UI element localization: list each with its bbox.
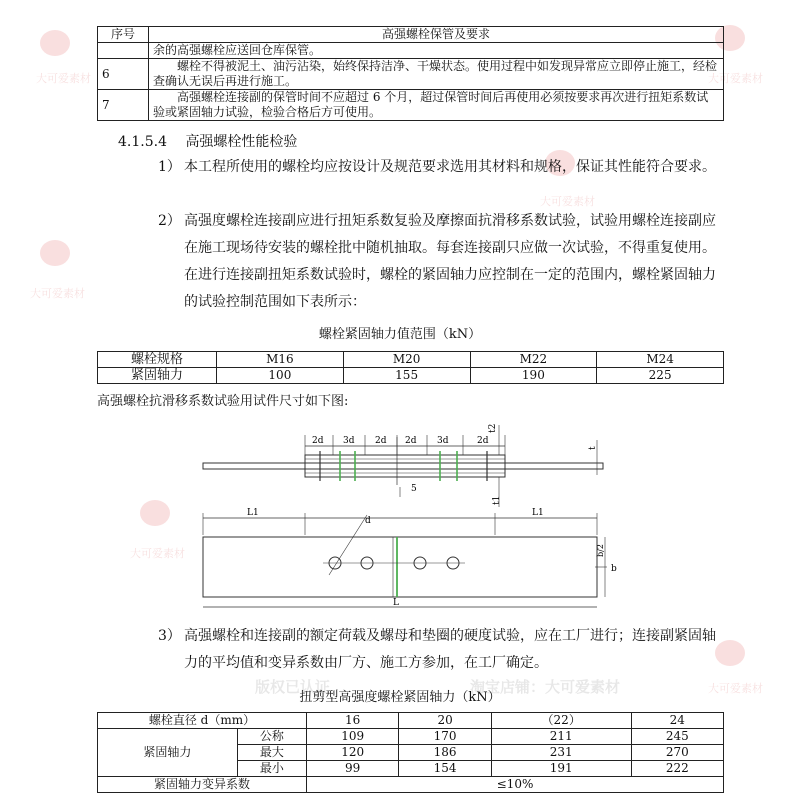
table-cell: 99 <box>307 761 399 777</box>
section-heading <box>118 131 297 151</box>
row-text: 余的高强螺栓应送回仓库保管。 <box>149 43 724 59</box>
table-cell: 190 <box>470 368 597 384</box>
item-text: 本工程所使用的螺栓均应按设计及规范要求选用其材料和规格，保证其性能符合要求。 <box>184 159 716 175</box>
row-label: 最小 <box>237 761 306 777</box>
splice-plates-side <box>305 455 505 477</box>
dim-label: 3d <box>343 436 355 446</box>
table-cell: 270 <box>631 745 723 761</box>
dim-label: t1 <box>492 495 502 505</box>
table-row <box>98 777 724 793</box>
row-number: 6 <box>98 59 149 90</box>
row-text: 螺栓不得被泥土、油污沾染，始终保持洁净、干燥状态。使用过程中如发现异常应立即停止施工，经检查确认无误后再进行施工。 <box>149 59 724 90</box>
row-label: 紧固轴力 <box>98 368 217 384</box>
watermark-text: 大可爱素材 <box>708 682 763 695</box>
header-cell: 24 <box>631 713 723 729</box>
figure-caption: 高强螺栓抗滑移系数试验用试件尺寸如下图: <box>97 394 349 409</box>
table-cell: 154 <box>399 761 491 777</box>
table-cell: 225 <box>597 368 724 384</box>
header-cell: 螺栓规格 <box>98 352 217 368</box>
fastening-force-table <box>97 351 724 384</box>
header-cell: （22） <box>491 713 631 729</box>
table-cell: ≤10% <box>307 777 724 793</box>
header-cell: 螺栓直径 d（mm） <box>98 713 307 729</box>
dim-label: L <box>393 598 399 608</box>
dim-label: 2d <box>375 436 387 446</box>
item-number: 1） <box>158 159 181 175</box>
header-cell: 16 <box>307 713 399 729</box>
table-row <box>98 729 724 745</box>
section-title: 高强螺栓性能检验 <box>185 134 298 150</box>
group-label: 紧固轴力 <box>98 729 238 777</box>
table-header-row <box>98 352 724 368</box>
header-cell: 高强螺栓保管及要求 <box>149 27 724 43</box>
item-text: 高强螺栓和连接副的额定荷载及螺母和垫圈的硬度试验，应在工厂进行；连接副紧固轴力的平均值和变异系数由厂方、施工方参加，在工厂确定。 <box>184 628 716 671</box>
table-cell: 155 <box>343 368 470 384</box>
item-text: 高强度螺栓连接副应进行扭矩系数复验及摩擦面抗滑移系数试验，试验用螺栓连接副应在施工现场待安装的螺栓批中随机抽取。每套连接副只应做一次试验，不得重复使用。在进行连接副扭矩系数试验时，螺栓的紧固轴力应控制在一定的范围内，螺栓紧固轴力的试验控制范围如下表所示： <box>184 213 716 310</box>
center-plate-side <box>203 463 603 469</box>
dim-label: 2d <box>477 436 489 446</box>
header-cell: 20 <box>399 713 491 729</box>
table-cell: 100 <box>217 368 344 384</box>
table-cell: 191 <box>491 761 631 777</box>
row-label: 最大 <box>237 745 306 761</box>
watermark-logo-icon <box>140 500 170 526</box>
table-header-row <box>98 27 724 43</box>
row-text: 高强螺栓连接副的保管时间不应超过 6 个月，超过保管时间后再使用必须按要求再次进行扭矩系数试验或紧固轴力试验，检验合格后方可使用。 <box>149 90 724 121</box>
table-caption: 螺栓紧固轴力值范围（kN） <box>318 327 482 342</box>
table-row <box>98 368 724 384</box>
watermark-text: 大可爱素材 <box>130 547 185 560</box>
header-cell: M16 <box>217 352 344 368</box>
item-number: 2） <box>158 213 181 229</box>
dim-label: b <box>611 564 617 574</box>
torque-shear-bolt-table <box>97 712 724 793</box>
dim-label: L1 <box>247 508 259 518</box>
dim-label: L1 <box>532 508 544 518</box>
row-number <box>98 43 149 59</box>
row-label: 公称 <box>237 729 306 745</box>
table-cell: 222 <box>631 761 723 777</box>
row-label: 紧固轴力变异系数 <box>98 777 307 793</box>
watermark-text: 大可爱素材 <box>36 72 91 85</box>
specimen-drawing <box>195 415 615 615</box>
watermark-logo-icon <box>40 30 70 56</box>
table-cell: 170 <box>399 729 491 745</box>
watermark-logo-icon <box>40 240 70 266</box>
table-cell: 231 <box>491 745 631 761</box>
dim-label: 5 <box>411 484 417 494</box>
dim-label: t <box>588 446 598 450</box>
section-number: 4.1.5.4 <box>118 134 167 150</box>
dim-label: b/2 <box>596 544 605 557</box>
row-number: 7 <box>98 90 149 121</box>
watermark-text: 大可爱素材 <box>708 72 763 85</box>
table-header-row <box>98 713 724 729</box>
dim-label: t2 <box>488 423 498 433</box>
table-cell: 109 <box>307 729 399 745</box>
table-cell: 245 <box>631 729 723 745</box>
watermark-text: 大可爱素材 <box>30 287 85 300</box>
specimen-plan-view <box>203 537 597 597</box>
item-number: 3） <box>158 628 181 644</box>
header-cell: M24 <box>597 352 724 368</box>
table-row <box>98 59 724 90</box>
table-row <box>98 90 724 121</box>
table-cell: 120 <box>307 745 399 761</box>
table-cell: 211 <box>491 729 631 745</box>
header-cell: M22 <box>470 352 597 368</box>
header-cell: M20 <box>343 352 470 368</box>
table-cell: 186 <box>399 745 491 761</box>
dim-label: 3d <box>437 436 449 446</box>
header-cell: 序号 <box>98 27 149 43</box>
dim-label: d <box>365 516 371 526</box>
watermark-text: 大可爱素材 <box>540 195 595 208</box>
watermark-copyright: 版权已认证 <box>255 678 331 696</box>
watermark-shop: 淘宝店铺：大可爱素材 <box>470 678 621 696</box>
dim-label: 2d <box>312 436 324 446</box>
table-row <box>98 43 724 59</box>
bolt-storage-table <box>97 26 724 121</box>
dim-label: 2d <box>405 436 417 446</box>
table-caption: 扭剪型高强度螺栓紧固轴力（kN） <box>299 690 501 705</box>
